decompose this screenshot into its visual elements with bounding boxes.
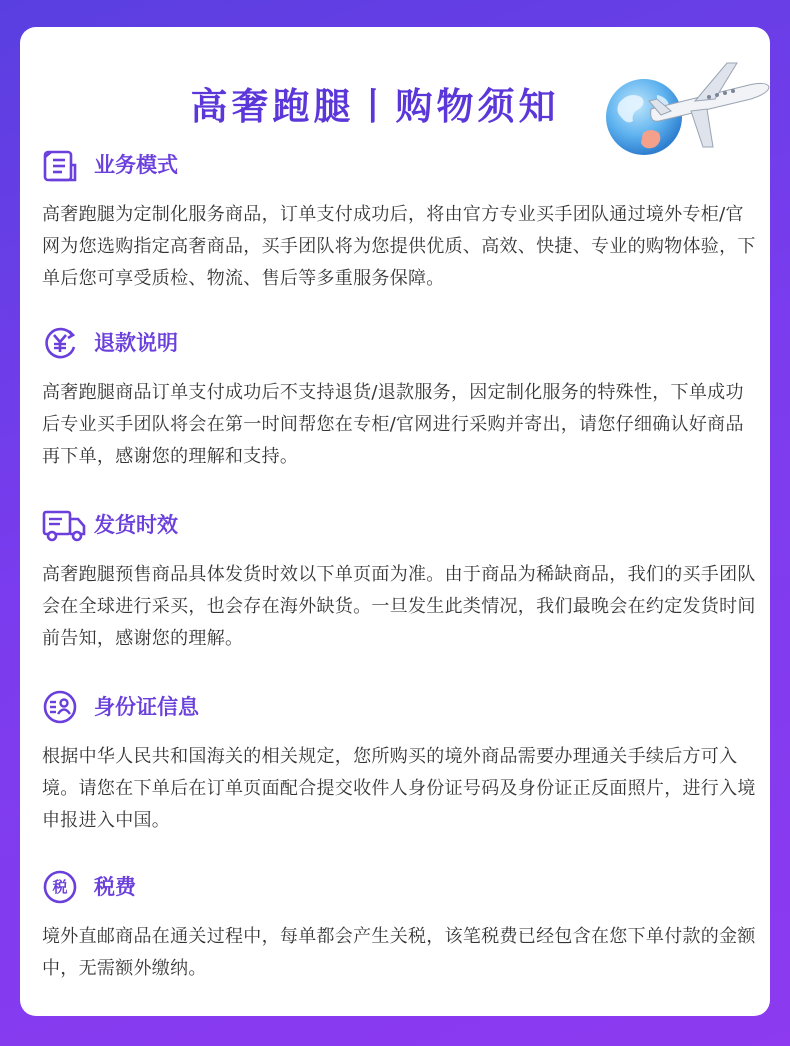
section-header: [42, 687, 762, 727]
notice-card: [20, 27, 770, 1016]
section-header: [42, 145, 762, 185]
section-title: 业务模式: [94, 153, 178, 177]
section-body: 根据中华人民共和国海关的相关规定，您所购买的境外商品需要办理通关手续后方可入境。请您在下单后在订单页面配合提交收件人身份证号码及身份证正反面照片，进行入境申报进入中国。: [42, 746, 756, 831]
section-title: 身份证信息: [94, 695, 199, 719]
section-body: 高奢跑腿预售商品具体发货时效以下单页面为准。由于商品为稀缺商品，我们的买手团队会在全球进行采买，也会存在海外缺货。一旦发生此类情况，我们最晚会在约定发货时间前告知，感谢您的理解。: [42, 564, 756, 649]
delivery-truck-icon: [42, 507, 86, 543]
section-header: [42, 323, 762, 363]
document-icon: [42, 147, 78, 183]
section-business-mode: [42, 145, 762, 295]
id-card-icon: [42, 689, 78, 725]
section-tax: [42, 867, 762, 985]
section-id-info: [42, 687, 762, 837]
section-body: 高奢跑腿商品订单支付成功后不支持退货/退款服务，因定制化服务的特殊性，下单成功后专业买手团队将会在第一时间帮您在专柜/官网进行采购并寄出，请您仔细确认好商品再下单，感谢您的理解和支持。: [42, 382, 744, 467]
tax-icon: 税: [42, 869, 78, 905]
section-body: 高奢跑腿为定制化服务商品，订单支付成功后，将由官方专业买手团队通过境外专柜/官网为您选购指定高奢商品，买手团队将为您提供优质、高效、快捷、专业的购物体验，下单后您可享受质检、物流、售后等多重服务保障。: [42, 204, 756, 289]
page-title: 高奢跑腿丨购物须知: [190, 85, 560, 128]
section-refund: [42, 323, 762, 473]
yen-refund-icon: [42, 325, 78, 361]
section-title: 退款说明: [94, 331, 178, 355]
section-header: [42, 867, 762, 907]
section-body: 境外直邮商品在通关过程中，每单都会产生关税，该笔税费已经包含在您下单付款的金额中，无需额外缴纳。: [42, 926, 756, 979]
section-title: 税费: [94, 875, 136, 899]
section-header: [42, 505, 762, 545]
section-title: 发货时效: [94, 513, 178, 537]
section-shipping: [42, 505, 762, 655]
